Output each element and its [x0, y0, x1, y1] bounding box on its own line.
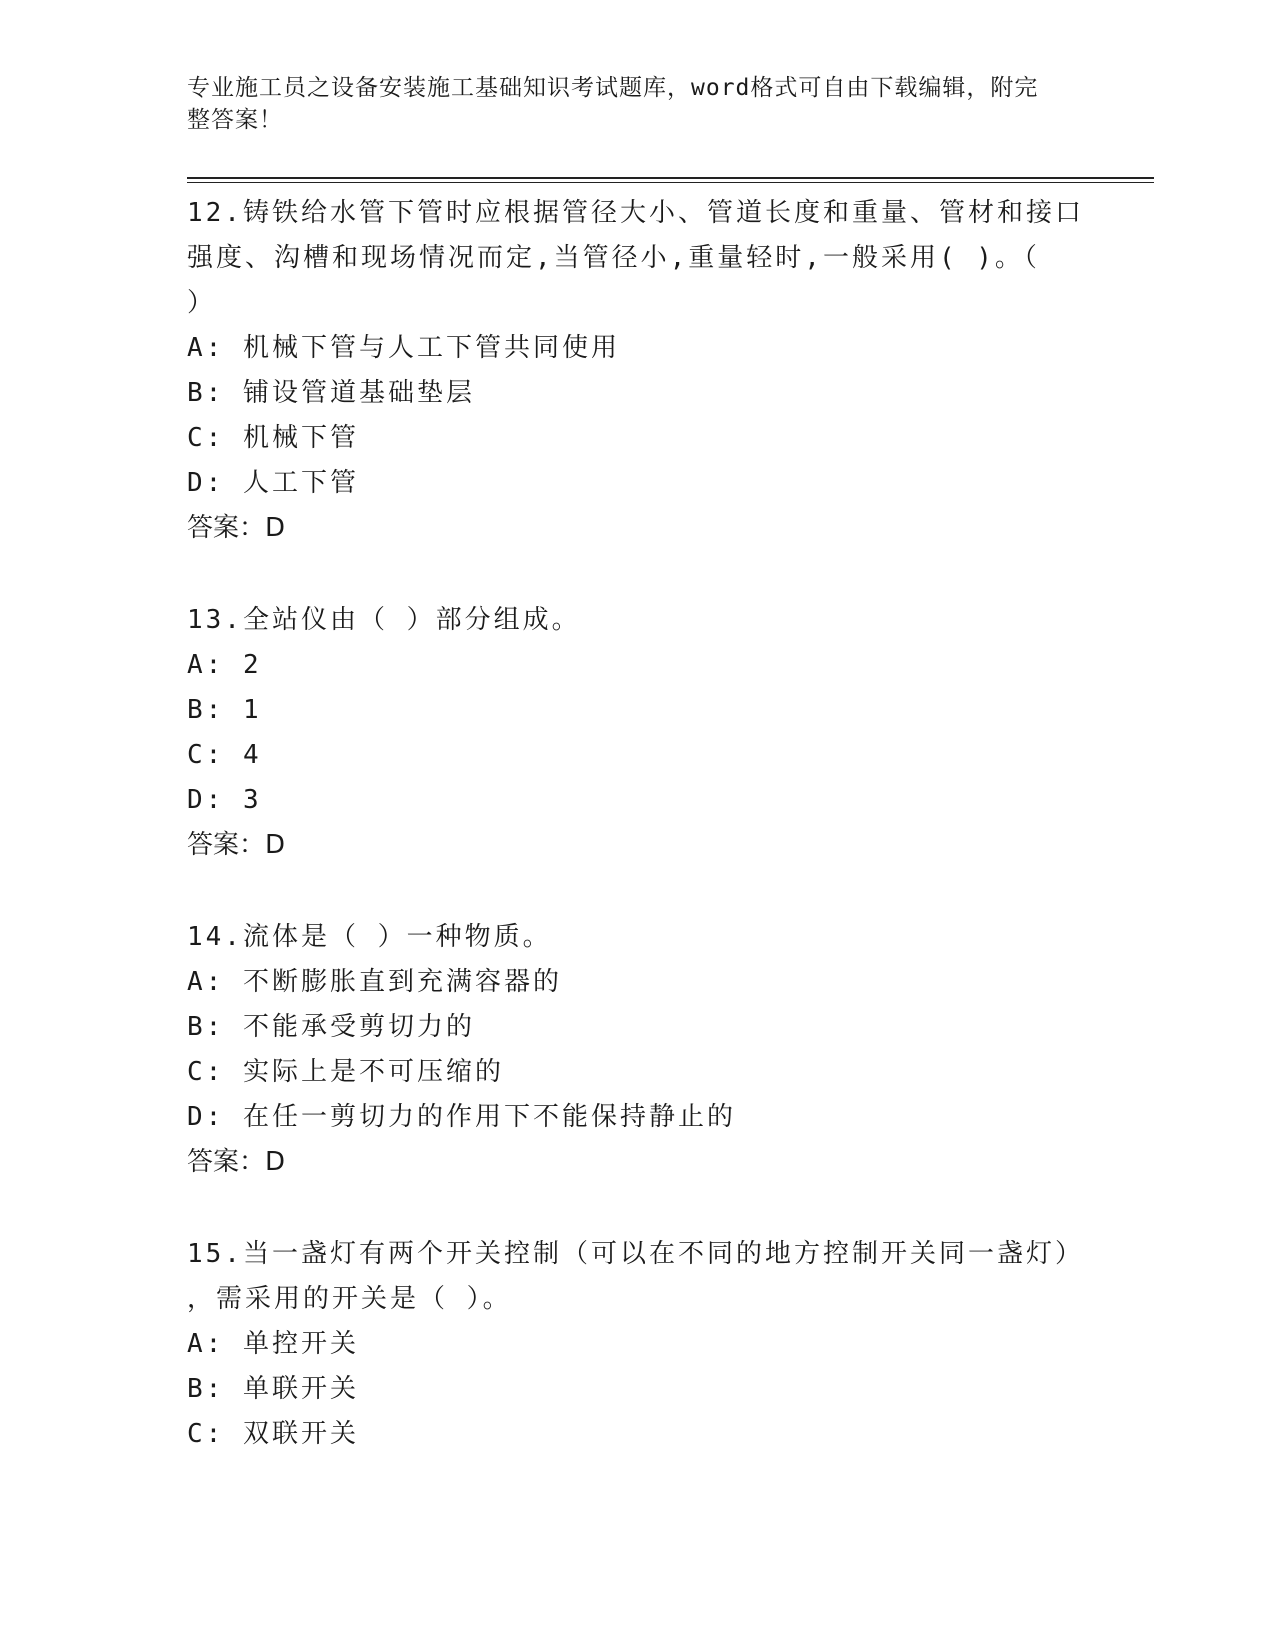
- question-text-line: 15.当一盏灯有两个开关控制（可以在不同的地方控制开关同一盏灯）: [187, 1239, 1084, 1269]
- answer: 答案：D: [187, 513, 286, 543]
- option-c: C: 4: [187, 740, 262, 770]
- option-a: A: 单控开关: [187, 1329, 359, 1359]
- question-text-line: 强度、沟槽和现场情况而定,当管径小,重量轻时,一般采用( )。（: [187, 243, 1040, 273]
- option-b: B: 不能承受剪切力的: [187, 1012, 475, 1042]
- question-list: [187, 191, 1087, 1504]
- option-b: B: 铺设管道基础垫层: [187, 378, 475, 408]
- option-c: C: 实际上是不可压缩的: [187, 1057, 504, 1087]
- question-text-line: ，需采用的开关是（ ）。: [187, 1284, 512, 1314]
- option-c: C: 机械下管: [187, 423, 359, 453]
- header-line-2: 整答案！: [187, 107, 283, 133]
- question-14: [187, 915, 1087, 1185]
- option-b: B: 单联开关: [187, 1374, 359, 1404]
- option-c: C: 双联开关: [187, 1419, 359, 1449]
- option-a: A: 不断膨胀直到充满容器的: [187, 967, 562, 997]
- question-text-line: 12.铸铁给水管下管时应根据管径大小、管道长度和重量、管材和接口: [187, 198, 1084, 228]
- option-b: B: 1: [187, 695, 262, 725]
- question-15: [187, 1232, 1087, 1457]
- question-text-line: 13.全站仪由（ ）部分组成。: [187, 605, 581, 635]
- answer: 答案：D: [187, 1147, 286, 1177]
- option-d: D: 人工下管: [187, 468, 359, 498]
- option-d: D: 在任一剪切力的作用下不能保持静止的: [187, 1102, 736, 1132]
- question-text-line: ）: [187, 288, 217, 318]
- question-text-line: 14.流体是（ ）一种物质。: [187, 922, 552, 952]
- question-13: [187, 598, 1087, 868]
- answer: 答案：D: [187, 830, 286, 860]
- header-line-1: 专业施工员之设备安装施工基础知识考试题库，word格式可自由下载编辑，附完: [187, 75, 1039, 101]
- header-divider-thin: [187, 182, 1154, 183]
- option-a: A: 机械下管与人工下管共同使用: [187, 333, 620, 363]
- option-a: A: 2: [187, 650, 262, 680]
- option-d: D: 3: [187, 785, 262, 815]
- question-12: [187, 191, 1087, 551]
- header-divider-thick: [187, 177, 1154, 179]
- document-header: [187, 72, 1077, 136]
